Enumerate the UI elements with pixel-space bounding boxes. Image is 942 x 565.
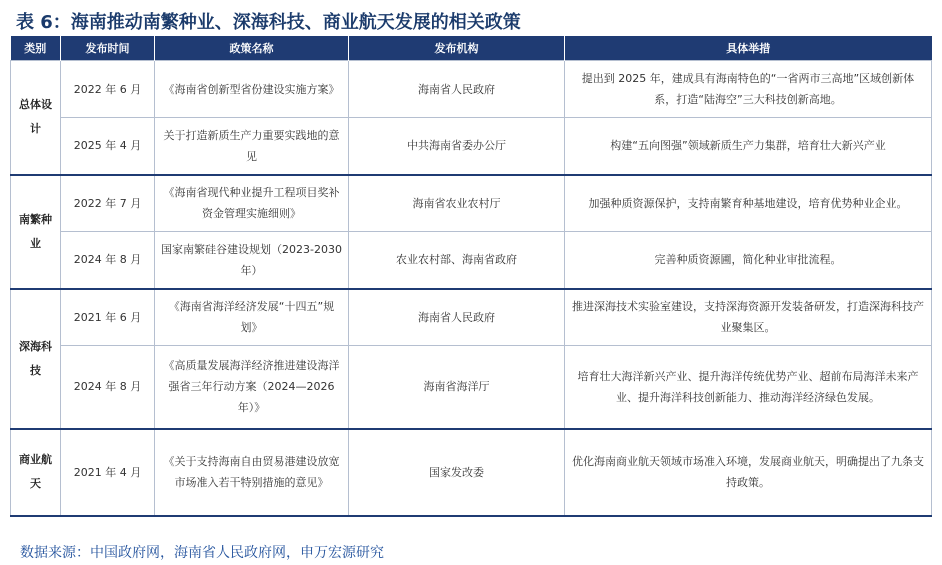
org-cell: 国家发改委 xyxy=(349,429,565,516)
policy-table xyxy=(10,36,932,517)
policy-table-container xyxy=(10,36,931,517)
policy-cell: 《海南省海洋经济发展“十四五”规划》 xyxy=(155,289,349,346)
header-org: 发布机构 xyxy=(349,36,565,61)
table-row xyxy=(11,232,932,289)
table-row xyxy=(11,429,932,516)
date-cell: 2021 年 4 月 xyxy=(61,429,155,516)
date-cell: 2024 年 8 月 xyxy=(61,346,155,429)
date-cell: 2025 年 4 月 xyxy=(61,118,155,175)
measures-cell: 构建“五向图强”领域新质生产力集群，培育壮大新兴产业 xyxy=(565,118,932,175)
table-row xyxy=(11,175,932,232)
measures-cell: 加强种质资源保护，支持南繁育种基地建设，培育优势种业企业。 xyxy=(565,175,932,232)
org-cell: 中共海南省委办公厅 xyxy=(349,118,565,175)
measures-cell: 完善种质资源圃，简化种业审批流程。 xyxy=(565,232,932,289)
header-policy: 政策名称 xyxy=(155,36,349,61)
org-cell: 海南省海洋厅 xyxy=(349,346,565,429)
org-cell: 海南省人民政府 xyxy=(349,289,565,346)
date-cell: 2021 年 6 月 xyxy=(61,289,155,346)
table-header-row xyxy=(11,36,932,61)
measures-cell: 优化海南商业航天领域市场准入环境，发展商业航天，明确提出了九条支持政策。 xyxy=(565,429,932,516)
header-category: 类别 xyxy=(11,36,61,61)
date-cell: 2024 年 8 月 xyxy=(61,232,155,289)
org-cell: 海南省人民政府 xyxy=(349,61,565,118)
source-note: 数据来源：中国政府网，海南省人民政府网，申万宏源研究 xyxy=(20,545,384,561)
policy-cell: 国家南繁硅谷建设规划（2023-2030 年） xyxy=(155,232,349,289)
table-row xyxy=(11,61,932,118)
category-cell: 深海科技 xyxy=(11,289,61,429)
policy-cell: 《关于支持海南自由贸易港建设放宽市场准入若干特别措施的意见》 xyxy=(155,429,349,516)
table-row xyxy=(11,118,932,175)
measures-cell: 推进深海技术实验室建设，支持深海资源开发装备研发，打造深海科技产业聚集区。 xyxy=(565,289,932,346)
policy-cell: 《海南省创新型省份建设实施方案》 xyxy=(155,61,349,118)
table-row xyxy=(11,346,932,429)
policy-cell: 关于打造新质生产力重要实践地的意见 xyxy=(155,118,349,175)
header-measures: 具体举措 xyxy=(565,36,932,61)
category-cell: 商业航天 xyxy=(11,429,61,516)
measures-cell: 培育壮大海洋新兴产业、提升海洋传统优势产业、超前布局海洋未来产业、提升海洋科技创新能力、推动海洋经济绿色发展。 xyxy=(565,346,932,429)
date-cell: 2022 年 6 月 xyxy=(61,61,155,118)
org-cell: 农业农村部、海南省政府 xyxy=(349,232,565,289)
table-title: 表 6：海南推动南繁种业、深海科技、商业航天发展的相关政策 xyxy=(16,12,521,33)
date-cell: 2022 年 7 月 xyxy=(61,175,155,232)
header-date: 发布时间 xyxy=(61,36,155,61)
policy-cell: 《高质量发展海洋经济推进建设海洋强省三年行动方案（2024—2026 年）》 xyxy=(155,346,349,429)
category-cell: 总体设计 xyxy=(11,61,61,175)
table-row xyxy=(11,289,932,346)
category-cell: 南繁种业 xyxy=(11,175,61,289)
org-cell: 海南省农业农村厅 xyxy=(349,175,565,232)
policy-cell: 《海南省现代种业提升工程项目奖补资金管理实施细则》 xyxy=(155,175,349,232)
measures-cell: 提出到 2025 年，建成具有海南特色的“一省两市三高地”区域创新体系，打造“陆海空”三大科技创新高地。 xyxy=(565,61,932,118)
